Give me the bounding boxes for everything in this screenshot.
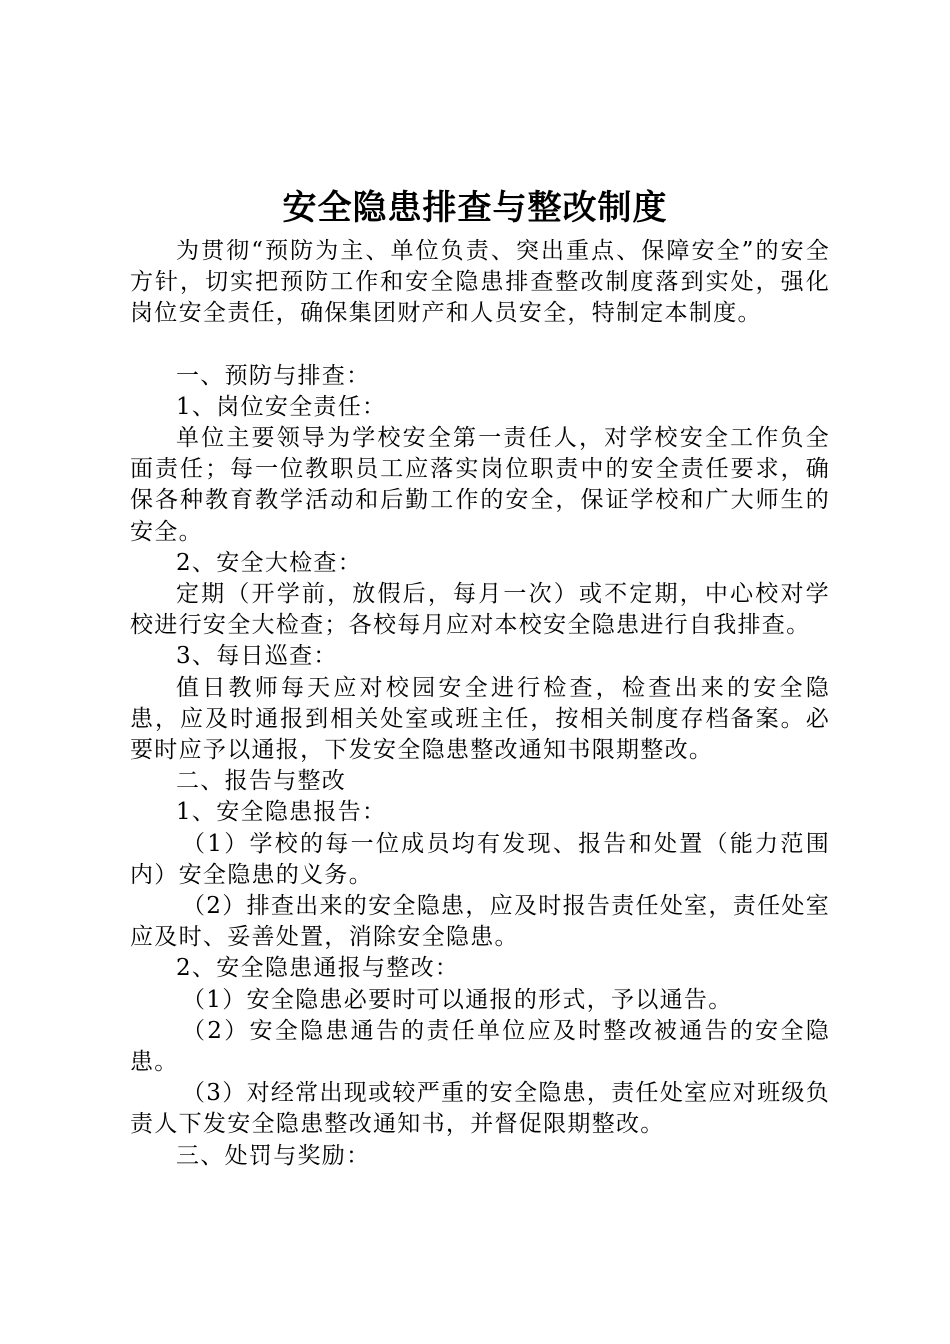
section-heading-1: 一、预防与排查： (176, 362, 371, 389)
section-heading-3: 三、处罚与奖励： (176, 1142, 371, 1169)
paragraph-1-2: 定期（开学前，放假后，每月一次）或不定期，中心校对学校进行安全大检查；各校每月应对本校安全隐患进行自我排查。 (130, 581, 830, 639)
subsection-heading-1-3: 3、每日巡查： (176, 643, 338, 670)
paragraph-1-1: 单位主要领导为学校安全第一责任人，对学校安全工作负全面责任；每一位教职员工应落实岗位职责中的安全责任要求，确保各种教育教学活动和后勤工作的安全，保证学校和广大师生的安全。 (130, 425, 830, 545)
intro-paragraph: 为贯彻“预防为主、单位负责、突出重点、保障安全”的安全方针，切实把预防工作和安全隐患排查整改制度落到实处，强化岗位安全责任，确保集团财产和人员安全，特制定本制度。 (130, 238, 830, 327)
subsection-heading-1-1: 1、岗位安全责任： (176, 393, 387, 420)
list-item-2-2-2: （2）安全隐患通告的责任单位应及时整改被通告的安全隐患。 (130, 1017, 830, 1076)
list-item-2-2-1: （1）安全隐患必要时可以通报的形式，予以通告。 (182, 986, 733, 1013)
section-heading-2: 二、报告与整改 (176, 768, 347, 795)
subsection-heading-2-1: 1、安全隐患报告： (176, 799, 387, 826)
document-title: 安全隐患排查与整改制度 (282, 188, 668, 228)
subsection-heading-2-2: 2、安全隐患通报与整改： (176, 955, 460, 982)
list-item-2-1-2: （2）排查出来的安全隐患，应及时报告责任处室，责任处室应及时、妥善处置，消除安全隐患。 (130, 893, 830, 951)
subsection-heading-1-2: 2、安全大检查： (176, 549, 363, 576)
list-item-2-1-1: （1）学校的每一位成员均有发现、报告和处置（能力范围内）安全隐患的义务。 (130, 830, 830, 888)
document-body (130, 236, 830, 1172)
paragraph-1-3: 值日教师每天应对校园安全进行检查，检查出来的安全隐患，应及时通报到相关处室或班主任，按相关制度存档备案。必要时应予以通报，下发安全隐患整改通知书限期整改。 (130, 674, 830, 764)
list-item-2-2-3: （3）对经常出现或较严重的安全隐患，责任处室应对班级负责人下发安全隐患整改通知书，并督促限期整改。 (130, 1080, 830, 1138)
